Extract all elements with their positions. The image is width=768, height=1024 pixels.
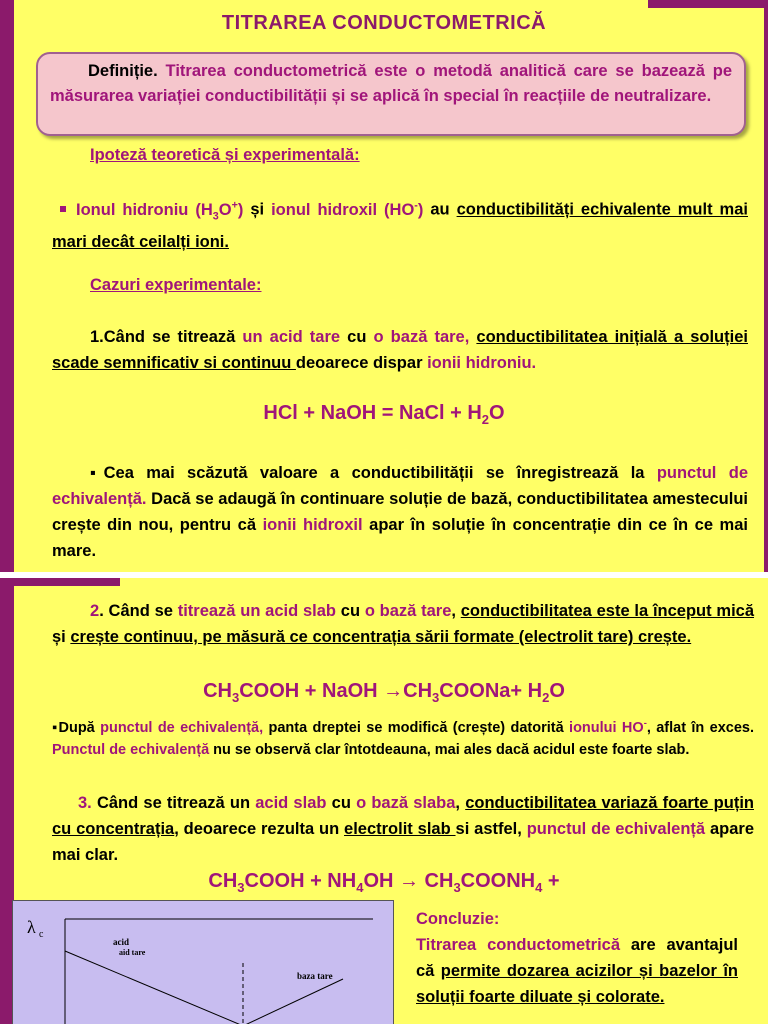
- baza-tare-curve: [245, 979, 343, 1024]
- equation-hcl-naoh: HCl + NaOH = NaCl + $H_2O$: [263, 402, 505, 427]
- definition-label: Definiție.: [88, 62, 158, 80]
- after-equivalence-note: ▪După punctul de echivalență, panta dreptei se modifică (crește) datorită ionului HO-, aflat în exces. Punctul de echivalență nu se observă clar întotdeauna, mai ales dacă acidul este foarte slab.: [52, 717, 755, 758]
- top-accent-bar: [0, 578, 120, 586]
- label-acid-tare: aid tare: [119, 948, 146, 957]
- y-axis-label: λ: [27, 917, 36, 937]
- hypothesis-heading: Ipoteză teoretică și experimentală:: [90, 146, 360, 164]
- case-3-text: 3. Când se titrează un acid slab cu o bază slaba, conductibilitatea variază foarte puțin cu concentrația, deoarece rezulta un electrolit slab si astfel, punctul de echivalență apare mai clar.: [52, 794, 754, 864]
- top-accent-bar: [648, 0, 768, 8]
- definition-text: Titrarea conductometrică este o metodă analitică care se bazează pe măsurarea variației conductibilității și se aplică în special în reacțiile de neutralizare.: [50, 62, 732, 105]
- acid-tare-curve: [65, 951, 241, 1024]
- equation-ch3cooh-nh4oh: $CH_3COOH + NH_4OH$ → $CH_3COONH_4$ +: [208, 870, 560, 895]
- right-accent-bar: [764, 0, 768, 572]
- square-bullet-icon: [60, 206, 66, 212]
- titration-graph-svg: [13, 901, 393, 1024]
- left-accent-bar: [0, 0, 14, 572]
- label-acid: acid: [113, 937, 130, 947]
- conclusion: Concluzie: Titrarea conductometrică are avantajul că permite dozarea acizilor și bazelor în soluții foarte diluate și colorate.: [416, 906, 738, 1010]
- definition-box: [36, 52, 746, 136]
- label-baza-tare: baza tare: [297, 971, 333, 981]
- slide-2: [0, 578, 768, 1024]
- case-1-text: 1.Când se titrează un acid tare cu o bază tare, conductibilitatea inițială a soluției scade semnificativ si continuu deoarece dispar ionii hidroniu.: [52, 328, 748, 372]
- y-axis-label-sub: c: [39, 929, 44, 940]
- conclusion-heading: Concluzie:: [416, 910, 500, 928]
- equation-ch3cooh-naoh: $CH_3COOH$ + NaOH $\to CH_3COONa+ H_2O$: [203, 680, 565, 705]
- slide-title: TITRAREA CONDUCTOMETRICĂ: [221, 12, 547, 34]
- titration-graph: [12, 900, 394, 1024]
- cases-heading: Cazuri experimentale:: [90, 276, 262, 294]
- bullet-ions: Ionul hidroniu $(H_3O^+)$ și ionul hidroxil (HO-) au conductibilități echivalente mult mai mari decât ceilalți ioni.: [52, 199, 748, 251]
- case-2-text: 2. Când se titrează un acid slab cu o bază tare, conductibilitatea este la început mică și crește continuu, pe măsură ce concentrația sării formate (electrolit tare) crește.: [52, 602, 755, 646]
- equivalence-note: ▪Cea mai scăzută valoare a conductibilității se înregistrează la punctul de echivalență. Dacă se adaugă în continuare soluție de bază, conductibilitatea amestecului crește din nou, pentru că ionii hidroxil apar în soluție în concentrație din ce în ce mai mare.: [52, 464, 748, 560]
